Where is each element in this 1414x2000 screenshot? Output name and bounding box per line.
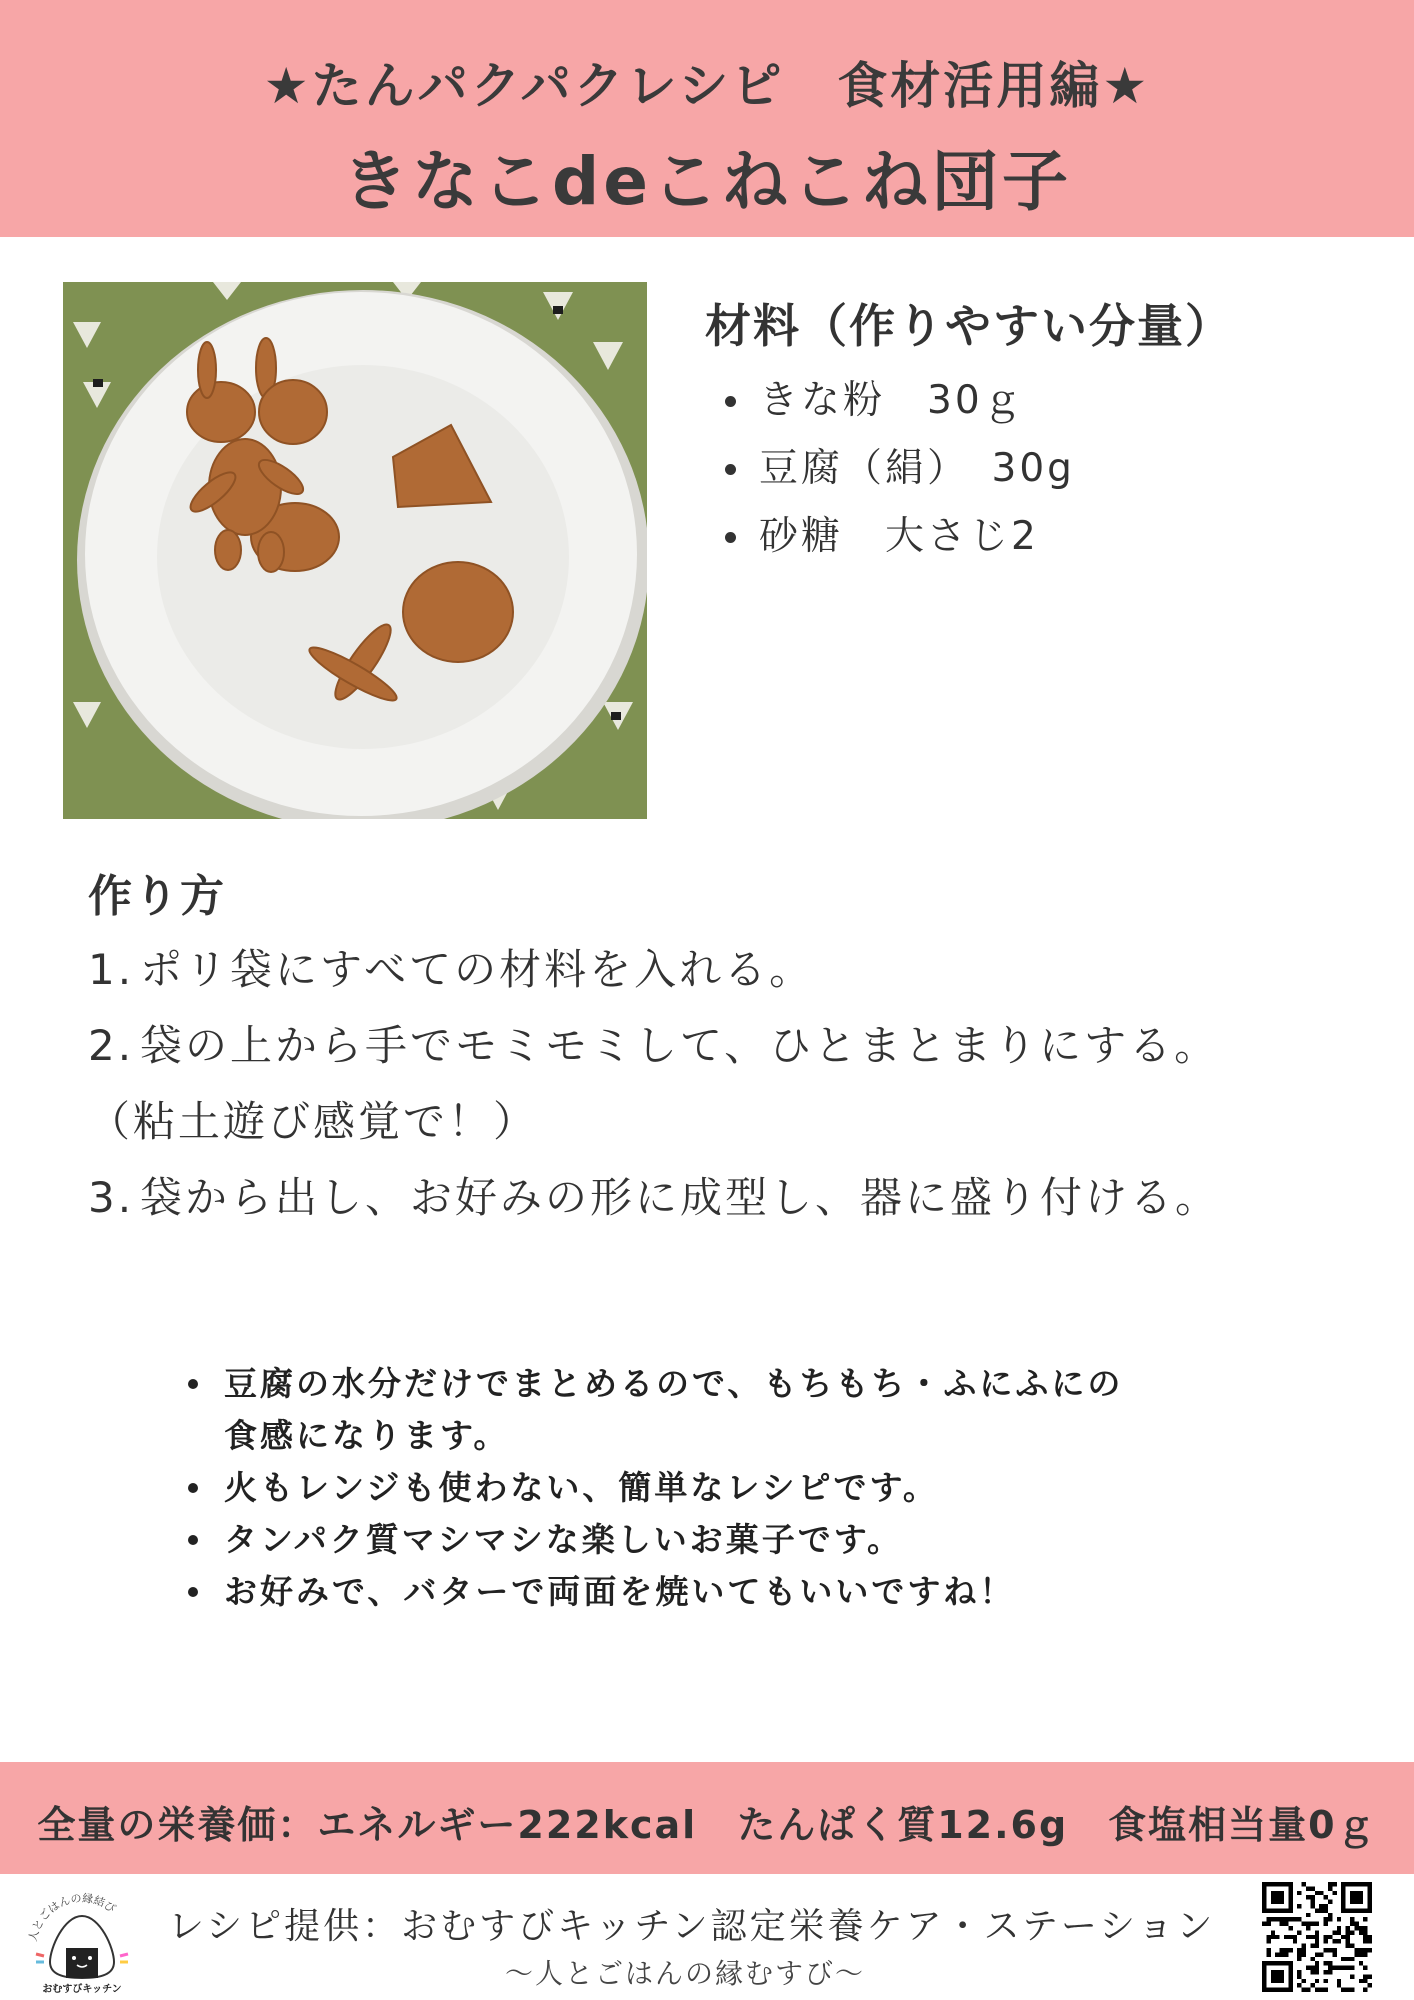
method-step-continuation: （粘土遊び感覚で！） <box>88 1097 539 1146</box>
tip-item-continuation: 食感になります。 <box>224 1416 510 1455</box>
step-number: 2. <box>88 1021 135 1070</box>
step-text: ポリ袋にすべての材料を入れる。 <box>140 945 815 994</box>
tips-section <box>182 1358 1282 1618</box>
method-section <box>88 860 1388 1236</box>
method-step <box>88 932 1388 1008</box>
ingredient-item: 砂糖 大さじ2 <box>705 512 1365 580</box>
ingredient-item: 豆腐（絹） 30g <box>705 444 1365 512</box>
tip-item: タンパク質マシマシな楽しいお菓子です。 <box>182 1514 1282 1566</box>
tips-list <box>182 1358 1282 1618</box>
step-number: 1. <box>88 945 135 994</box>
qr-code-icon[interactable] <box>1262 1882 1372 1992</box>
tip-item: 火もレンジも使わない、簡単なレシピです。 <box>182 1462 1282 1514</box>
step-number: 3. <box>88 1173 135 1222</box>
tip-item: 豆腐の水分だけでまとめるので、もちもち・ふにふにの <box>182 1358 1282 1410</box>
ingredients-section <box>705 290 1365 580</box>
series-subtitle: ★たんパクパクレシピ 食材活用編★ <box>263 57 1151 115</box>
ingredients-heading: 材料（作りやすい分量） <box>705 299 1233 353</box>
recipe-photo <box>63 282 647 819</box>
method-step <box>88 1160 1388 1236</box>
nutrition-text: 全量の栄養価：エネルギー222kcal たんぱく質12.6g 食塩相当量0ｇ <box>37 1803 1377 1847</box>
ingredient-item: きな粉 30ｇ <box>705 376 1365 444</box>
method-step <box>88 1008 1388 1084</box>
slogan: 〜人とごはんの縁むすび〜 <box>504 1957 865 1990</box>
tip-item: お好みで、バターで両面を焼いてもいいですね！ <box>182 1566 1282 1618</box>
logo-arc-text: 人とごはんの縁結び <box>26 1891 118 1943</box>
nutrition-banner <box>0 1762 1414 1874</box>
dumpling-plate-image <box>63 282 647 819</box>
method-heading: 作り方 <box>88 871 226 922</box>
step-text: 袋から出し、お好みの形に成型し、器に盛り付ける。 <box>140 1173 1221 1222</box>
header-banner <box>0 0 1414 237</box>
footer <box>0 1874 1414 2000</box>
logo-caption: おむすびキッチン <box>42 1984 122 1995</box>
recipe-title: きなこdeこねこね団子 <box>341 143 1072 220</box>
step-text: 袋の上から手でモミモミして、ひとまとまりにする。 <box>140 1021 1220 1070</box>
recipe-provider: レシピ提供：おむすびキッチン認定栄養ケア・ステーション <box>168 1906 1216 1947</box>
ingredients-list <box>705 376 1365 580</box>
